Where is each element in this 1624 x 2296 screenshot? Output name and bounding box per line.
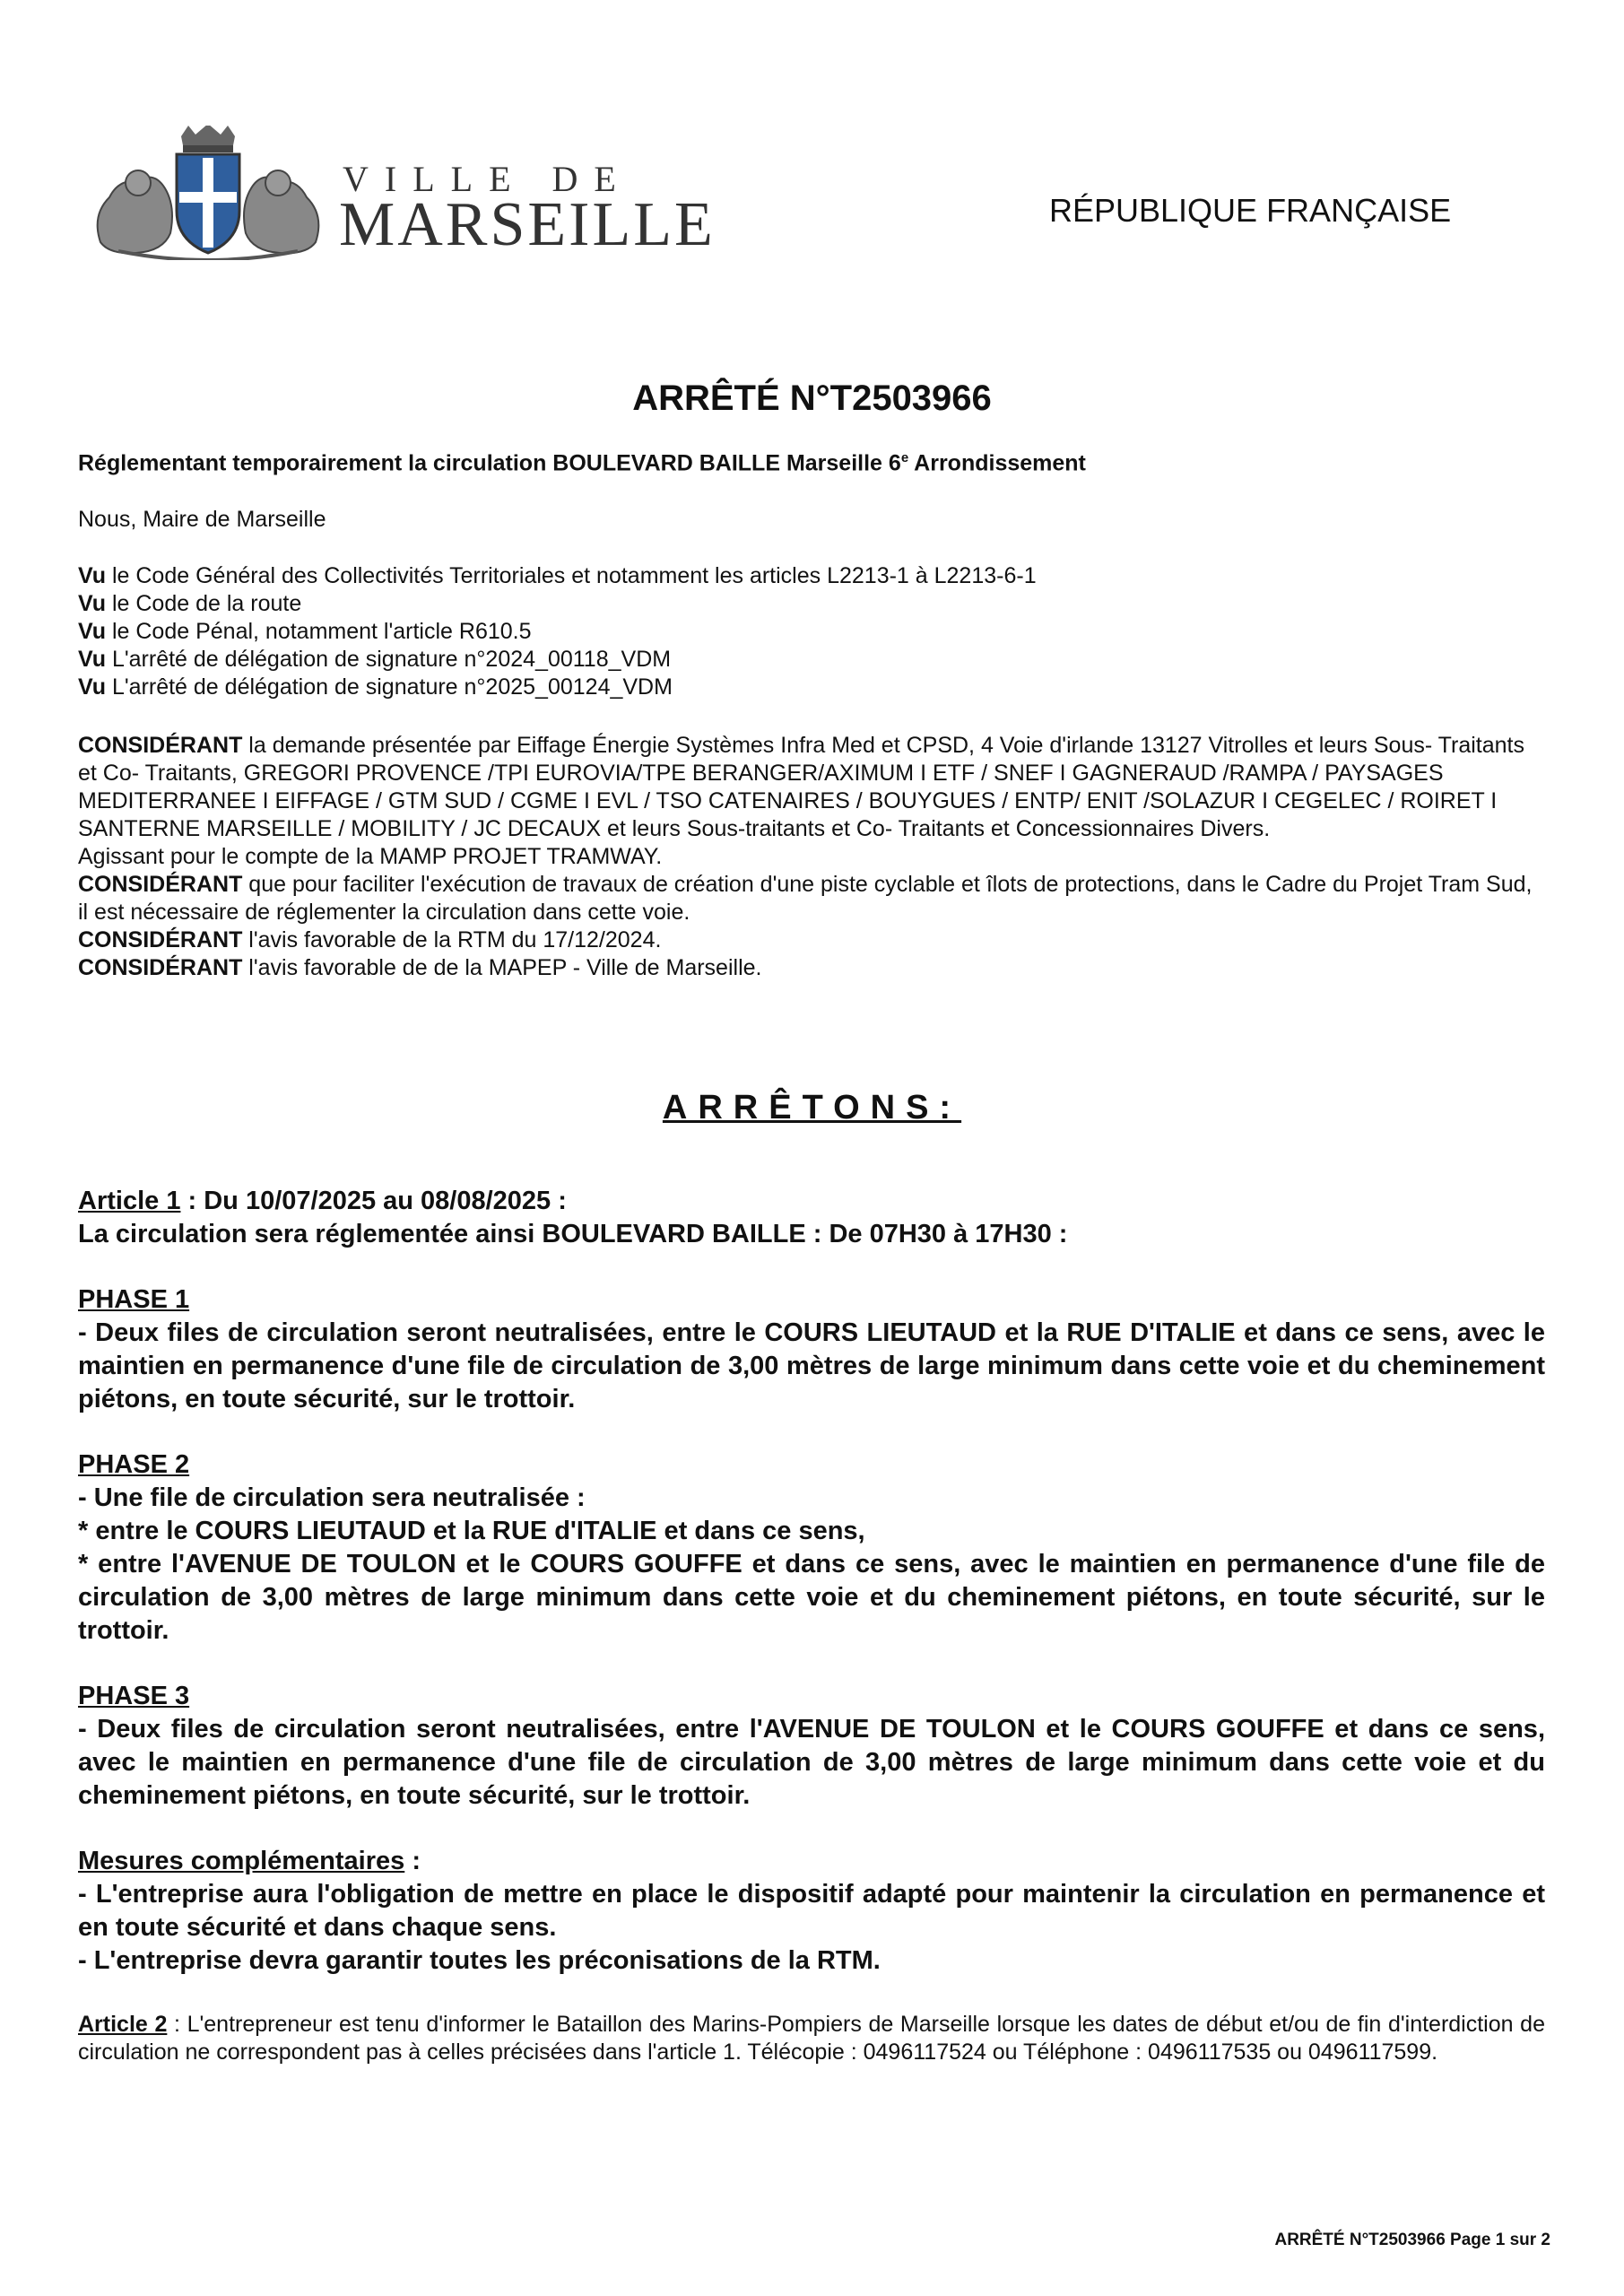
considerant-label: CONSIDÉRANT [78, 733, 243, 758]
vu-label: Vu [78, 674, 107, 700]
logo-text-marseille: MARSEILLE [339, 190, 716, 259]
subtitle-text: Réglementant temporairement la circulation BOULEVARD BAILLE Marseille 6 [78, 450, 901, 476]
arretons-heading: ARRÊTONS: [662, 1089, 962, 1126]
article-1-dates: : Du 10/07/2025 au 08/08/2025 : [180, 1187, 567, 1215]
phase-line: - Deux files de circulation seront neutralisées, entre l'AVENUE DE TOULON et le COURS GOUFFE et dans ce sens, avec le maintien en permanence d'une file de circulation de 3,00 mètres de large minimum dans cette voie et du cheminement piétons, en toute sécurité, sur le trottoir. [78, 1715, 1545, 1810]
phase-1 [78, 1283, 1545, 1416]
considerant-label: CONSIDÉRANT [78, 927, 243, 952]
intro-text: Nous, Maire de Marseille [78, 507, 326, 532]
article-1 [78, 1185, 1545, 1251]
vu-label: Vu [78, 591, 107, 616]
phase-title: PHASE 3 [78, 1682, 190, 1710]
vu-list [78, 562, 1545, 701]
considerants-section [78, 732, 1545, 982]
phase-line: - Une file de circulation sera neutralisée : [78, 1483, 586, 1512]
article-1-heading [78, 1185, 1545, 1218]
article-1-line2: La circulation sera réglementée ainsi BOULEVARD BAILLE : De 07H30 à 17H30 : [78, 1220, 1068, 1248]
phase-3 [78, 1680, 1545, 1813]
vu-label: Vu [78, 563, 107, 588]
considerant-label: CONSIDÉRANT [78, 872, 243, 897]
mesures-heading [78, 1845, 1545, 1878]
vu-label: Vu [78, 619, 107, 644]
considerant-label: CONSIDÉRANT [78, 955, 243, 980]
subtitle-suffix: Arrondissement [908, 450, 1086, 476]
vu-item [78, 562, 1545, 590]
considerant-text: l'avis favorable de la RTM du 17/12/2024. [242, 927, 662, 952]
article-1-label: Article 1 [78, 1187, 181, 1215]
republique-francaise-heading: RÉPUBLIQUE FRANÇAISE [1049, 192, 1452, 229]
considerant-1 [78, 732, 1545, 843]
subtitle-sup: e [900, 450, 909, 465]
mesures-complementaires [78, 1845, 1545, 1978]
considerant-3 [78, 926, 1545, 954]
vu-text: le Code de la route [106, 591, 302, 616]
phase-title: PHASE 2 [78, 1450, 190, 1479]
vu-text: le Code Général des Collectivités Territoriales et notamment les articles L2213-1 à L2213-6-1 [106, 563, 1037, 588]
considerant-text: la demande présentée par Eiffage Énergie Systèmes Infra Med et CPSD, 4 Voie d'irlande 13127 Vitrolles et leurs Sous- Traitants et Co- Traitants, GREGORI PROVENCE /TPI EUROVIA/TPE BERANGER/AXIMUM I ETF / SNEF I GAGNERAUD /RAMPA / PAYSAGES MEDITERRANEE I EIFFAGE / GTM SUD / CGME I EVL / TSO CATENAIRES / BOUYGUES / ENTP/ ENIT /SOLAZUR I CEGELEC / ROIRET I SANTERNE MARSEILLE / MOBILITY / JC DECAUX et leurs Sous-traitants et Co- Traitants et Concessionnaires Divers. [78, 733, 1524, 841]
vu-text: L'arrêté de délégation de signature n°2024_00118_VDM [106, 647, 672, 672]
mesures-title: Mesures complémentaires [78, 1847, 405, 1875]
vu-text: L'arrêté de délégation de signature n°2025_00124_VDM [106, 674, 673, 700]
ville-de-marseille-logo [83, 126, 716, 260]
arrete-title: ARRÊTÉ N°T2503966 [632, 378, 992, 418]
arrete-subtitle [78, 450, 1086, 476]
article-2-label: Article 2 [78, 2012, 168, 2037]
considerant-4 [78, 954, 1545, 982]
agissant-text: Agissant pour le compte de la MAMP PROJET TRAMWAY. [78, 844, 663, 869]
article-2-text: : L'entrepreneur est tenu d'informer le Bataillon des Marins-Pompiers de Marseille lorsque les dates de début et/ou de fin d'interdiction de circulation ne correspondent pas à celles précisées dans l'article 1. Télécopie : 0496117524 ou Téléphone : 0496117535 ou 0496117599. [78, 2012, 1545, 2065]
phase-line: * entre l'AVENUE DE TOULON et le COURS GOUFFE et dans ce sens, avec le maintien en permanence d'une file de circulation de 3,00 mètres de large minimum dans cette voie et du cheminement piétons, en toute sécurité, sur le trottoir. [78, 1550, 1545, 1645]
vu-item [78, 674, 1545, 701]
mesures-title-suffix: : [404, 1847, 421, 1875]
phase-title: PHASE 1 [78, 1285, 190, 1314]
coat-of-arms-icon [83, 126, 334, 260]
logo-text-ville-de: VILLE DE [343, 159, 632, 199]
vu-item [78, 646, 1545, 674]
vu-text: le Code Pénal, notamment l'article R610.5 [106, 619, 532, 644]
vu-label: Vu [78, 647, 107, 672]
article-2 [78, 2011, 1545, 2066]
mesures-line: - L'entreprise devra garantir toutes les préconisations de la RTM. [78, 1946, 881, 1975]
mesures-line: - L'entreprise aura l'obligation de mettre en place le dispositif adapté pour maintenir la circulation en permanence et en toute sécurité et dans chaque sens. [78, 1880, 1545, 1942]
phase-2 [78, 1448, 1545, 1648]
considerant-2 [78, 871, 1545, 926]
vu-item [78, 590, 1545, 618]
considerant-text: que pour faciliter l'exécution de travaux de création d'une piste cyclable et îlots de protections, dans le Cadre du Projet Tram Sud, il est nécessaire de réglementer la circulation dans cette voie. [78, 872, 1533, 925]
phase-line: * entre le COURS LIEUTAUD et la RUE d'ITALIE et dans ce sens, [78, 1517, 865, 1545]
considerant-text: l'avis favorable de de la MAPEP - Ville de Marseille. [242, 955, 762, 980]
page-footer: ARRÊTÉ N°T2503966 Page 1 sur 2 [1274, 2231, 1550, 2249]
vu-item [78, 618, 1545, 646]
phase-line: - Deux files de circulation seront neutralisées, entre le COURS LIEUTAUD et la RUE D'ITALIE et dans ce sens, avec le maintien en permanence d'une file de circulation de 3,00 mètres de large minimum dans cette voie et du cheminement piétons, en toute sécurité, sur le trottoir. [78, 1318, 1545, 1413]
